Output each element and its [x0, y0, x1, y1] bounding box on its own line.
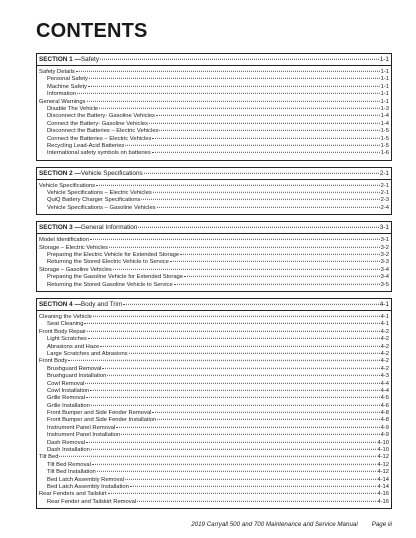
entry-page: 3-3 — [380, 259, 389, 266]
dot-leader — [100, 345, 379, 346]
section-number: SECTION 3 — — [39, 224, 81, 232]
section-heading[interactable] — [37, 54, 391, 66]
entry-page: 4-2 — [380, 358, 389, 365]
entry-title: Large Scratches and Abrasions — [47, 350, 128, 357]
dot-leader — [96, 184, 380, 185]
toc-entry[interactable] — [39, 321, 389, 328]
toc-entry[interactable] — [39, 76, 389, 83]
entry-page: 2-3 — [380, 197, 389, 204]
dot-leader — [97, 471, 377, 472]
entry-page: 4-14 — [377, 483, 389, 490]
entry-page: 4-8 — [380, 417, 389, 424]
entry-title: Vehicle Specifications – Gasoline Vehicles — [47, 204, 156, 211]
toc-entry[interactable] — [39, 351, 389, 358]
entry-page: 4-14 — [377, 476, 389, 483]
dot-leader — [130, 486, 377, 487]
entry-title: Abrasions and Haze — [47, 343, 100, 350]
entry-title: Preparing the Gasoline Vehicle for Extended Storage — [47, 274, 183, 281]
section-name: General Information — [80, 224, 138, 232]
entry-page: 4-2 — [380, 365, 389, 372]
dot-leader — [141, 199, 379, 200]
toc-section — [36, 53, 392, 161]
toc-entry[interactable] — [39, 136, 389, 143]
entry-title: Seat Cleaning — [47, 321, 84, 328]
entry-title: Connect the Batteries – Electric Vehicles — [47, 135, 152, 142]
entry-page: 4-12 — [377, 461, 389, 468]
section-name: Body and Trim — [80, 300, 123, 308]
section-entries — [37, 180, 391, 215]
section-page: 1-1 — [379, 56, 389, 63]
entry-page: 3-4 — [380, 266, 389, 273]
dot-leader — [125, 478, 376, 479]
entry-page: 2-4 — [380, 204, 389, 211]
dot-leader — [159, 130, 379, 131]
section-heading[interactable] — [37, 222, 391, 234]
entry-page: 1-5 — [380, 128, 389, 135]
entry-page: 4-2 — [380, 350, 389, 357]
dot-leader — [152, 137, 379, 138]
entry-title: Returning the Stored Gasoline Vehicle to Service — [47, 281, 173, 288]
entry-page: 4-1 — [380, 321, 389, 328]
entry-page: 4-4 — [380, 387, 389, 394]
page-footer — [36, 521, 392, 528]
dot-leader — [88, 86, 380, 87]
entry-page: 3-4 — [380, 274, 389, 281]
toc-entry[interactable] — [39, 282, 389, 289]
toc-entry[interactable] — [39, 190, 389, 197]
entry-title: Brushguard Installation — [47, 373, 107, 380]
dot-leader — [76, 71, 380, 72]
dot-leader — [137, 501, 376, 502]
section-heading[interactable] — [37, 299, 391, 311]
section-name: Safety — [80, 56, 100, 63]
toc-entry[interactable] — [39, 84, 389, 91]
entry-title: Grille Installation — [47, 402, 90, 409]
entry-page: 4-2 — [380, 343, 389, 350]
entry-page: 1-4 — [380, 113, 389, 120]
entry-title: Front Body — [39, 358, 68, 365]
entry-title: Preparing the Electric Vehicle for Extended Storage — [47, 252, 180, 259]
dot-leader — [152, 152, 380, 153]
dot-leader — [121, 434, 379, 435]
toc-entry[interactable] — [39, 454, 389, 461]
entry-page: 4-3 — [380, 373, 389, 380]
entry-title: Tilt Bed — [39, 454, 59, 461]
dot-leader — [174, 283, 380, 284]
toc-entry[interactable] — [39, 366, 389, 373]
dot-leader — [85, 382, 379, 383]
manual-title: 2019 Carryall 500 and 700 Maintenance and Service Manual — [191, 521, 358, 528]
entry-page: 1-5 — [380, 135, 389, 142]
dot-leader — [87, 331, 380, 332]
entry-title: Dash Installation — [47, 447, 90, 454]
dot-leader — [108, 493, 377, 494]
dot-leader — [170, 261, 380, 262]
entry-title: Brushguard Removal — [47, 365, 102, 372]
dot-leader — [91, 404, 380, 405]
entry-title: QuiQ Battery Charger Specifications — [47, 197, 141, 204]
section-page: 4-1 — [379, 300, 389, 308]
entry-page: 4-16 — [377, 498, 389, 505]
entry-title: Cleaning the Vehicle — [39, 313, 92, 320]
entry-title: Machine Safety — [47, 83, 87, 90]
entry-page: 4-12 — [377, 454, 389, 461]
entry-page: 1-3 — [380, 105, 389, 112]
entry-title: Storage – Gasoline Vehicles — [39, 266, 112, 273]
section-number: SECTION 2 — — [39, 169, 81, 177]
entry-page: 4-4 — [380, 380, 389, 387]
toc-entry[interactable] — [39, 499, 389, 506]
toc-entry[interactable] — [39, 403, 389, 410]
toc-entry[interactable] — [39, 121, 389, 128]
toc-entry[interactable] — [39, 484, 389, 491]
toc-entry[interactable] — [39, 69, 389, 76]
dot-leader — [86, 441, 376, 442]
entry-title: Grille Removal — [47, 395, 86, 402]
dot-leader — [93, 316, 380, 317]
dot-leader — [89, 78, 380, 79]
dot-leader — [144, 172, 379, 173]
entry-title: Vehicle Specifications – Electric Vehicles — [47, 190, 152, 197]
entry-page: 1-1 — [380, 76, 389, 83]
entry-page: 1-6 — [380, 150, 389, 157]
entry-title: Tilt Bed Removal — [47, 461, 91, 468]
entry-page: 1-5 — [380, 142, 389, 149]
dot-leader — [149, 123, 380, 124]
entry-title: International safety symbols on batteries — [47, 150, 151, 157]
dot-leader — [138, 227, 378, 228]
entry-page: 4-2 — [380, 328, 389, 335]
dot-leader — [77, 93, 380, 94]
toc-entry[interactable] — [39, 99, 389, 106]
entry-page: 4-10 — [377, 447, 389, 454]
entry-title: Front Bumper and Side Fender Installation — [47, 417, 157, 424]
dot-leader — [113, 269, 380, 270]
toc-entry[interactable] — [39, 314, 389, 321]
dot-leader — [109, 246, 380, 247]
toc-entry[interactable] — [39, 267, 389, 274]
toc-entry[interactable] — [39, 417, 389, 424]
dot-leader — [156, 115, 380, 116]
entry-title: Returning the Stored Electric Vehicle to Service — [47, 259, 169, 266]
dot-leader — [68, 360, 379, 361]
entry-title: Cowl Installation — [47, 387, 90, 394]
dot-leader — [91, 449, 377, 450]
toc-entry[interactable] — [39, 395, 389, 402]
entry-page: 1-1 — [380, 83, 389, 90]
toc-entry[interactable] — [39, 274, 389, 281]
entry-page: 4-9 — [380, 424, 389, 431]
entry-title: Information — [47, 91, 76, 98]
toc-entry[interactable] — [39, 410, 389, 417]
toc-entry[interactable] — [39, 329, 389, 336]
entry-title: Dash Removal — [47, 439, 86, 446]
toc-entry[interactable] — [39, 425, 389, 432]
dot-leader — [129, 353, 380, 354]
entry-page: 1-1 — [380, 91, 389, 98]
dot-leader — [99, 108, 379, 109]
section-heading[interactable] — [37, 168, 391, 180]
toc-entry[interactable] — [39, 128, 389, 135]
entry-title: Disconnect the Batteries – Electric Vehicles — [47, 128, 159, 135]
dot-leader — [153, 192, 380, 193]
dot-leader — [157, 207, 380, 208]
dot-leader — [84, 323, 379, 324]
toc-entry[interactable] — [39, 245, 389, 252]
toc-entry[interactable] — [39, 252, 389, 259]
entry-page: 4-6 — [380, 402, 389, 409]
entry-title: Rear Fender and Tailskirt Removal — [47, 498, 137, 505]
dot-leader — [86, 397, 380, 398]
dot-leader — [125, 145, 379, 146]
toc-entry[interactable] — [39, 373, 389, 380]
toc-entry[interactable] — [39, 388, 389, 395]
toc-section — [36, 167, 392, 216]
entry-title: Bed Latch Assembly Removal — [47, 476, 125, 483]
entry-page: 3-1 — [380, 237, 389, 244]
dot-leader — [180, 254, 379, 255]
entry-page: 4-8 — [380, 410, 389, 417]
section-entries — [37, 234, 391, 291]
dot-leader — [92, 464, 376, 465]
toc-entry[interactable] — [39, 197, 389, 204]
entry-page: 4-1 — [380, 313, 389, 320]
dot-leader — [152, 412, 379, 413]
toc-entry[interactable] — [39, 237, 389, 244]
section-page: 3-1 — [379, 224, 389, 232]
entry-title: Safety Details — [39, 69, 75, 75]
page-number: Page iii — [371, 521, 392, 528]
toc-entry[interactable] — [39, 477, 389, 484]
entry-page: 4-16 — [377, 491, 389, 498]
dot-leader — [88, 338, 380, 339]
toc-entry[interactable] — [39, 447, 389, 454]
section-number: SECTION 1 — — [39, 56, 81, 63]
entry-title: Front Body Repair — [39, 328, 87, 335]
entry-title: Front Bumper and Side Fender Removal — [47, 410, 152, 417]
toc-entry[interactable] — [39, 259, 389, 266]
toc-entry[interactable] — [39, 381, 389, 388]
page-title: CONTENTS — [36, 20, 148, 42]
toc-entry[interactable] — [39, 150, 389, 157]
entry-title: Disable The Vehicle — [47, 105, 99, 112]
toc-entry[interactable] — [39, 113, 389, 120]
toc-entry[interactable] — [39, 358, 389, 365]
toc-entry[interactable] — [39, 143, 389, 150]
toc-entry[interactable] — [39, 491, 389, 498]
entry-page: 3-2 — [380, 244, 389, 251]
toc-entry[interactable] — [39, 205, 389, 212]
entry-title: Bed Latch Assembly Installation — [47, 483, 129, 490]
entry-title: Instrument Panel Removal — [47, 424, 116, 431]
entry-title: Rear Fenders and Tailskirt — [39, 491, 107, 498]
toc-entry[interactable] — [39, 469, 389, 476]
entry-title: Connect the Battery- Gasoline Vehicles — [47, 120, 148, 127]
entry-title: Recycling Lead-Acid Batteries — [47, 142, 125, 149]
dot-leader — [116, 427, 379, 428]
entry-page: 4-10 — [377, 439, 389, 446]
dot-leader — [90, 390, 379, 391]
dot-leader — [59, 456, 376, 457]
entry-title: Cowl Removal — [47, 380, 85, 387]
toc-entry[interactable] — [39, 91, 389, 98]
dot-leader — [184, 276, 380, 277]
entry-title: General Warnings — [39, 98, 86, 105]
toc-entry[interactable] — [39, 106, 389, 113]
toc-entry[interactable] — [39, 336, 389, 343]
dot-leader — [107, 375, 379, 376]
entry-page: 4-12 — [377, 469, 389, 476]
toc-entry[interactable] — [39, 432, 389, 439]
dot-leader — [102, 368, 379, 369]
dot-leader — [100, 59, 379, 60]
toc-entry[interactable] — [39, 183, 389, 190]
section-entries — [37, 311, 391, 508]
entry-page: 3-2 — [380, 252, 389, 259]
entry-page: 4-2 — [380, 336, 389, 343]
toc-section — [36, 298, 392, 509]
entry-page: 2-1 — [380, 182, 389, 189]
entry-title: Model Identification — [39, 237, 89, 244]
section-name: Vehicle Specifications — [80, 169, 143, 177]
entry-page: 1-4 — [380, 120, 389, 127]
section-entries — [37, 66, 391, 160]
section-number: SECTION 4 — — [39, 300, 81, 308]
entry-title: Personal Safety — [47, 76, 88, 83]
dot-leader — [90, 239, 380, 240]
toc-entry[interactable] — [39, 462, 389, 469]
entry-title: Storage – Electric Vehicles — [39, 244, 108, 251]
dot-leader — [123, 304, 379, 305]
entry-page: 4-9 — [380, 432, 389, 439]
section-page: 2-1 — [379, 169, 389, 177]
table-of-contents — [36, 53, 392, 515]
entry-page: 4-5 — [380, 395, 389, 402]
toc-entry[interactable] — [39, 344, 389, 351]
entry-page: 1-1 — [380, 98, 389, 105]
dot-leader — [157, 419, 379, 420]
entry-title: Disconnect the Battery- Gasoline Vehicles — [47, 113, 155, 120]
entry-title: Instrument Panel Installation — [47, 432, 121, 439]
toc-section — [36, 221, 392, 292]
entry-page: 2-1 — [380, 190, 389, 197]
dot-leader — [87, 100, 380, 101]
entry-page: 3-5 — [380, 281, 389, 288]
entry-title: Tilt Bed Installation — [47, 469, 96, 476]
entry-title: Vehicle Specifications — [39, 182, 96, 189]
toc-entry[interactable] — [39, 440, 389, 447]
entry-page: 1-1 — [380, 69, 389, 75]
entry-title: Light Scratches — [47, 336, 87, 343]
